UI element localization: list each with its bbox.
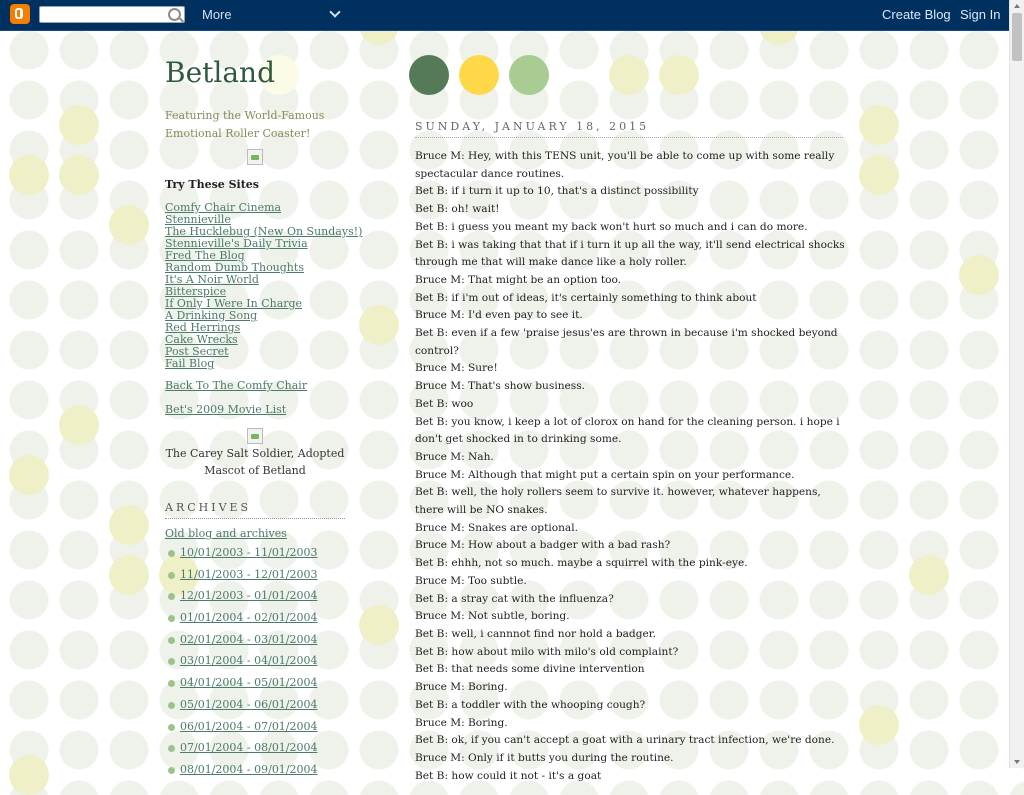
site-link[interactable]: Random Dumb Thoughts xyxy=(165,261,304,274)
chevron-down-icon[interactable] xyxy=(329,6,340,17)
bullet-icon xyxy=(168,637,175,644)
site-link[interactable]: It's A Noir World xyxy=(165,273,259,286)
post-line: Bruce M: That's show business. xyxy=(415,380,586,393)
post-line: Bruce M: Hey, with this TENS unit, you'll be able to come up with some really spectacular dance routines. xyxy=(415,150,835,180)
post-line: Bruce M: Boring. xyxy=(415,716,508,729)
decor-dot xyxy=(959,255,999,295)
site-link[interactable]: Stennieville xyxy=(165,213,231,226)
archive-link-label[interactable]: 01/01/2004 - 02/01/2004 xyxy=(180,611,318,625)
post-line: Bruce M: Snakes are optional. xyxy=(415,521,579,534)
post-line: Bet B: a stray cat with the influenza? xyxy=(415,592,614,605)
header-dot-yellow xyxy=(459,55,499,95)
decor-dot xyxy=(859,705,899,745)
decor-dot xyxy=(359,305,399,345)
post-line: Bet B: ok, if you can't accept a goat with a urinary tract infection, we're done. xyxy=(415,734,835,747)
post-line: Bruce M: Although that might put a certain spin on your performance. xyxy=(415,468,795,481)
archive-link-label[interactable]: 03/01/2004 - 04/01/2004 xyxy=(180,654,318,668)
scroll-up-icon[interactable] xyxy=(1014,4,1020,8)
post-date-header: SUNDAY, JANUARY 18, 2015 xyxy=(415,120,843,138)
post-line: Bet B: i was taking that that if i turn it up all the way, it'll send electrical shocks through me that will make dance like a holy roller. xyxy=(415,238,845,269)
post-line: Bruce M: I'd even pay to see it. xyxy=(415,309,583,322)
bullet-icon xyxy=(168,550,175,557)
decor-dot xyxy=(59,155,99,195)
mascot-image-icon xyxy=(247,428,263,444)
archives-heading: ARCHIVES xyxy=(165,501,345,519)
bullet-icon xyxy=(168,615,175,622)
scrollbar-thumb[interactable] xyxy=(1012,13,1022,61)
post-line: Bet B: how could it not - it's a goat xyxy=(415,769,602,782)
archive-link-label[interactable]: 07/01/2004 - 08/01/2004 xyxy=(180,741,318,755)
post-line: Bruce M: Boring. xyxy=(415,681,508,694)
post-line: Bet B: well, the holy rollers seem to survive it. however, whatever happens, there will be NO snakes. xyxy=(415,486,821,517)
bullet-icon xyxy=(168,724,175,731)
archive-link-label[interactable]: 06/01/2004 - 07/01/2004 xyxy=(180,719,318,733)
post-line: Bruce M: Sure! xyxy=(415,362,498,375)
bullet-icon xyxy=(168,745,175,752)
archive-link-label[interactable]: 10/01/2003 - 11/01/2003 xyxy=(180,546,318,559)
decor-dot xyxy=(109,555,149,595)
decor-dot xyxy=(909,555,949,595)
bullet-icon xyxy=(168,680,175,687)
archive-link-label[interactable]: 02/01/2004 - 03/01/2004 xyxy=(180,632,318,646)
bullet-icon xyxy=(168,658,175,665)
page-scrollbar[interactable] xyxy=(1009,0,1024,768)
sites-heading: Try These Sites xyxy=(165,178,259,191)
archive-item[interactable] xyxy=(168,698,318,720)
blogger-logo-icon[interactable] xyxy=(10,4,30,24)
archive-item[interactable] xyxy=(168,654,318,676)
search-input[interactable] xyxy=(39,6,185,23)
bullet-icon xyxy=(168,593,175,600)
site-link[interactable]: Bitterspice xyxy=(165,285,227,298)
post-line: Bet B: woo xyxy=(415,397,474,410)
archive-link-label[interactable]: 05/01/2004 - 06/01/2004 xyxy=(180,697,318,711)
blog-description: Featuring the World-Famous Emotional Roller Coaster! xyxy=(165,109,325,140)
decor-dot xyxy=(109,205,149,245)
post-line: Bet B: i guess you meant my back won't hurt so much and i can do more. xyxy=(415,220,808,233)
create-blog-link[interactable]: Create Blog xyxy=(882,7,951,22)
site-link[interactable]: Cake Wrecks xyxy=(165,333,238,346)
post-line: Bruce M: That might be an option too. xyxy=(415,273,622,286)
header-dot-dark-green xyxy=(409,55,449,95)
archive-list xyxy=(168,546,318,785)
decor-dot xyxy=(359,605,399,645)
decor-dot xyxy=(9,455,49,495)
archive-item[interactable] xyxy=(168,741,318,763)
post-line: Bruce M: Nah. xyxy=(415,450,494,463)
decor-dot xyxy=(859,155,899,195)
post-line: Bruce M: Not subtle, boring. xyxy=(415,610,570,623)
decor-dot xyxy=(9,155,49,195)
post-line: Bet B: oh! wait! xyxy=(415,203,500,216)
archive-item[interactable] xyxy=(168,589,318,611)
archive-link-label[interactable]: 04/01/2004 - 05/01/2004 xyxy=(180,676,318,690)
archive-item[interactable] xyxy=(168,611,318,633)
archive-item[interactable] xyxy=(168,546,318,568)
post-line: Bet B: you know, i keep a lot of clorox on hand for the cleaning person. i hope i don't get shocked in to drinking some. xyxy=(415,415,840,446)
decor-dot xyxy=(859,105,899,145)
site-link[interactable]: Stennieville's Daily Trivia xyxy=(165,237,308,250)
blog-title[interactable]: Betland xyxy=(165,56,276,89)
site-link[interactable]: Fred The Blog xyxy=(165,249,245,262)
archive-item[interactable] xyxy=(168,763,318,785)
old-blog-archives-link[interactable]: Old blog and archives xyxy=(165,527,287,540)
post-body xyxy=(415,148,850,785)
post-line: Bet B: a toddler with the whooping cough? xyxy=(415,698,646,711)
sign-in-link[interactable]: Sign In xyxy=(960,7,1001,22)
decor-dot xyxy=(109,505,149,545)
archive-item[interactable] xyxy=(168,568,318,590)
archive-link-label[interactable]: 12/01/2003 - 01/01/2004 xyxy=(180,589,318,603)
post-line: Bet B: even if a few 'praise jesus'es are thrown in because i'm shocked beyond control? xyxy=(415,327,838,357)
archive-item[interactable] xyxy=(168,720,318,742)
post-line: Bet B: how about milo with milo's old complaint? xyxy=(415,645,679,658)
post-line: Bet B: that needs some divine intervention xyxy=(415,663,645,676)
movie-list-link[interactable]: Bet's 2009 Movie List xyxy=(165,403,287,416)
archive-item[interactable] xyxy=(168,633,318,655)
decor-dot xyxy=(609,55,649,95)
archive-link-label[interactable]: 11/01/2003 - 12/01/2003 xyxy=(180,567,318,581)
post-line: Bruce M: Only if it butts you during the routine. xyxy=(415,751,674,764)
site-link[interactable]: Red Herrings xyxy=(165,321,241,334)
mascot-caption: The Carey Salt Soldier, Adopted Mascot of Betland xyxy=(165,447,345,477)
archive-item[interactable] xyxy=(168,676,318,698)
site-link[interactable]: Comfy Chair Cinema xyxy=(165,201,282,214)
decor-dot xyxy=(659,55,699,95)
bullet-icon xyxy=(168,702,175,709)
post-line: Bet B: well, i cannnot find nor hold a badger. xyxy=(415,627,657,640)
site-link[interactable]: A Drinking Song xyxy=(165,309,258,322)
decor-dot xyxy=(9,755,49,795)
bullet-icon xyxy=(168,572,175,579)
post-line: Bruce M: Too subtle. xyxy=(415,574,527,587)
site-link[interactable]: The Hucklebug (New On Sundays!) xyxy=(165,225,363,238)
site-link[interactable]: If Only I Were In Charge xyxy=(165,297,303,310)
post-line: Bet B: if i turn it up to 10, that's a distinct possibility xyxy=(415,185,699,198)
blogger-navbar xyxy=(0,0,1009,31)
post-line: Bet B: if i'm out of ideas, it's certainly something to think about xyxy=(415,291,757,304)
site-link[interactable]: Fail Blog xyxy=(165,357,215,370)
scroll-down-icon[interactable] xyxy=(1014,760,1020,764)
back-to-comfy-chair-link[interactable]: Back To The Comfy Chair xyxy=(165,379,308,392)
post-line: Bet B: ehhh, not so much. maybe a squirrel with the pink-eye. xyxy=(415,557,748,570)
archive-link-label[interactable]: 08/01/2004 - 09/01/2004 xyxy=(180,762,318,776)
search-icon[interactable] xyxy=(168,8,181,21)
site-links-list xyxy=(165,202,362,370)
broken-image-icon xyxy=(247,149,263,165)
site-link[interactable]: Post Secret xyxy=(165,345,229,358)
decor-dot xyxy=(59,405,99,445)
post-line: Bruce M: How about a badger with a bad rash? xyxy=(415,539,671,552)
more-menu-button[interactable]: More xyxy=(202,7,232,22)
decor-dot xyxy=(59,105,99,145)
header-dot-light-green xyxy=(509,55,549,95)
